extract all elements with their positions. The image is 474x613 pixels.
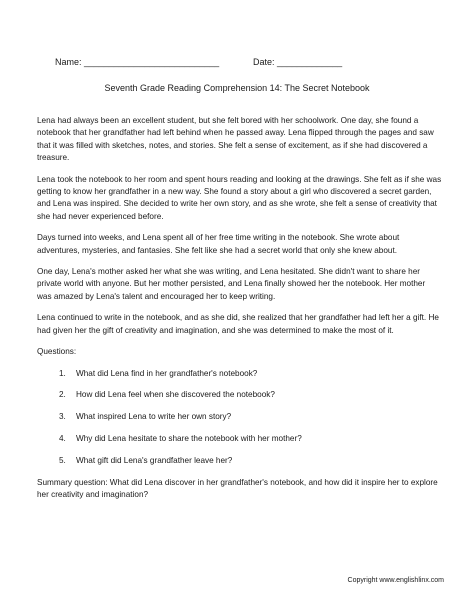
- question-text: What did Lena find in her grandfather's notebook?: [76, 368, 258, 378]
- passage-paragraph-1: Lena had always been an excellent student, but she felt bored with her schoolwork. One day, she found a notebook that her grandfather had left behind when he passed away. Lena flipped through the pages and saw that it was filled with sketches, notes, and stories. She felt a sense of excitement, as if she had discovered a treasure.: [37, 116, 434, 163]
- question-text: How did Lena feel when she discovered the notebook?: [76, 390, 275, 400]
- passage-paragraph-2: Lena took the notebook to her room and spent hours reading and looking at the drawings. She felt as if she was getting to know her grandfather in a new way. She found a story about a girl who discovered a secret garden, and Lena was inspired. She decided to write her own story, and as she wrote, she felt a sense of creativity that she had never experienced before.: [37, 174, 442, 221]
- question-item-2: [59, 389, 442, 401]
- questions-heading: Questions:: [37, 347, 77, 357]
- passage-paragraph-4: One day, Lena's mother asked her what she was writing, and Lena hesitated. She didn't want to share her private world with anyone. But her mother persisted, and Lena finally showed her the notebook. Her mother was amazed by Lena's talent and encouraged her to keep writing.: [37, 267, 426, 301]
- question-number: 5.: [59, 456, 66, 466]
- date-field: Date: _____________: [253, 57, 343, 67]
- questions-list: [37, 368, 442, 468]
- copyright-footer: Copyright www.englishlinx.com: [347, 577, 444, 584]
- name-field: Name: ___________________________: [55, 57, 220, 67]
- question-item-3: [59, 411, 442, 423]
- question-item-5: [59, 455, 442, 467]
- question-text: What gift did Lena's grandfather leave her?: [76, 456, 233, 466]
- passage-paragraph-3: Days turned into weeks, and Lena spent all of her free time writing in the notebook. She wrote about adventures, mysteries, and fantasies. She felt like she had a secret world that only she knew about.: [37, 233, 400, 255]
- question-text: What inspired Lena to write her own story?: [76, 412, 232, 422]
- question-number: 3.: [59, 412, 66, 422]
- summary-question: Summary question: What did Lena discover in her grandfather's notebook, and how did it inspire her to explore her creativity and imagination?: [37, 478, 438, 500]
- question-text: Why did Lena hesitate to share the notebook with her mother?: [76, 434, 302, 444]
- question-item-1: [59, 368, 442, 380]
- question-number: 1.: [59, 368, 66, 378]
- reading-passage: [37, 115, 442, 511]
- worksheet-title: Seventh Grade Reading Comprehension 14: The Secret Notebook: [104, 83, 370, 93]
- passage-paragraph-5: Lena continued to write in the notebook, and as she did, she realized that her grandfather had left her a gift. He had given her the gift of creativity and imagination, and she was determined to make the most of it.: [37, 313, 439, 335]
- question-item-4: [59, 433, 442, 445]
- question-number: 2.: [59, 390, 66, 400]
- question-number: 4.: [59, 434, 66, 444]
